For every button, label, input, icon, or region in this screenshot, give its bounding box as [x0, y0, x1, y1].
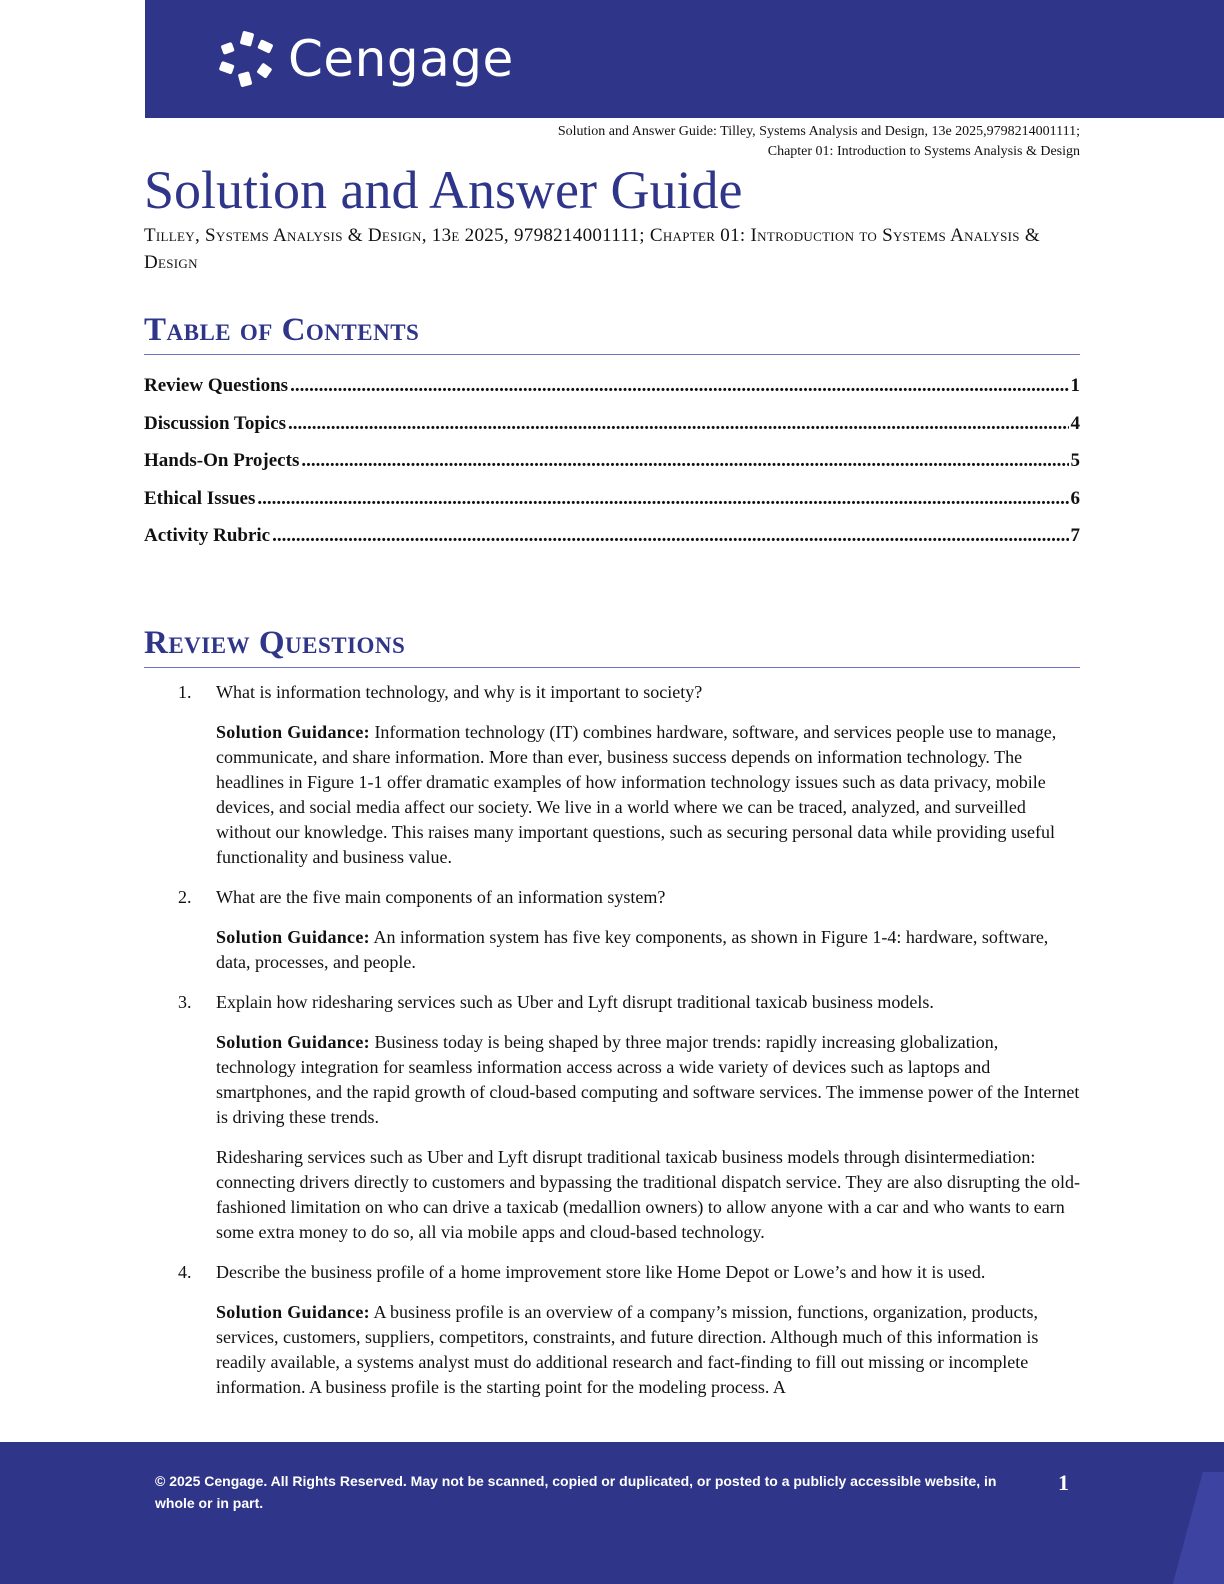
copyright-notice: © 2025 Cengage. All Rights Reserved. May not be scanned, copied or duplicated, or posted to a publicly accessible website, in whole or in part. [155, 1473, 997, 1511]
page-number: 1 [1058, 1470, 1069, 1495]
question-item [178, 1260, 1080, 1400]
question-item [178, 885, 1080, 975]
toc-leader-dots [257, 488, 1068, 510]
question-number: 2. [178, 887, 192, 907]
toc-entry-ethical-issues[interactable] [144, 488, 1080, 526]
cengage-mark-icon [218, 30, 276, 88]
table-of-contents [144, 375, 1080, 563]
page-subtitle: Tilley, Systems Analysis & Design, 13e 2025, 9798214001111; Chapter 01: Introduction to Systems Analysis & Design [144, 225, 1040, 273]
solution-guidance [216, 925, 1080, 975]
toc-entry-page: 4 [1070, 412, 1080, 434]
question-number: 1. [178, 682, 192, 702]
guidance-label: Solution Guidance: [216, 1302, 370, 1322]
toc-entry-review-questions[interactable] [144, 375, 1080, 413]
footer-decoration [1165, 1472, 1224, 1584]
running-head-line2: Chapter 01: Introduction to Systems Analysis & Design [767, 144, 1080, 159]
toc-entry-label: Review Questions [144, 375, 289, 396]
toc-leader-dots [288, 413, 1068, 435]
question-text: Describe the business profile of a home improvement store like Home Depot or Lowe’s and how it is used. [216, 1262, 986, 1282]
solution-guidance [216, 1030, 1080, 1130]
running-head [558, 122, 1080, 162]
guidance-label: Solution Guidance: [216, 1032, 370, 1052]
question-text: Explain how ridesharing services such as Uber and Lyft disrupt traditional taxicab business models. [216, 992, 934, 1012]
toc-entry-discussion-topics[interactable] [144, 413, 1080, 451]
review-questions-list [0, 680, 1224, 1415]
toc-entry-page: 6 [1070, 487, 1080, 509]
question-number: 3. [178, 992, 192, 1012]
toc-leader-dots [301, 450, 1068, 472]
guidance-text: An information system has five key components, as shown in Figure 1-4: hardware, software, data, processes, and people. [216, 927, 1049, 972]
guidance-label: Solution Guidance: [216, 927, 370, 947]
guidance-label: Solution Guidance: [216, 722, 370, 742]
toc-entry-label: Hands-On Projects [144, 450, 300, 471]
toc-entry-page: 1 [1070, 375, 1080, 396]
running-head-line1: Solution and Answer Guide: Tilley, Systems Analysis and Design, 13e 2025,9798214001111; [557, 124, 1080, 139]
page-title: Solution and Answer Guide [144, 160, 743, 220]
toc-entry-label: Ethical Issues [144, 487, 256, 509]
toc-entry-hands-on-projects[interactable] [144, 450, 1080, 488]
question-number: 4. [178, 1262, 192, 1282]
guidance-extra-paragraph: Ridesharing services such as Uber and Lyft disrupt traditional taxicab business models through disintermediation: connecting drivers directly to customers and bypassing the traditional dispatch service. They are also disrupting the old-fashioned limitation on who can drive a taxicab (medallion owners) to allow anyone with a car and who wants to earn some extra money to do so, all via mobile apps and cloud-based technology. [216, 1147, 1080, 1242]
cengage-logo [218, 30, 514, 88]
page-footer [0, 1442, 1224, 1584]
toc-entry-page: 7 [1070, 525, 1080, 546]
question-text: What is information technology, and why is it important to society? [216, 682, 703, 702]
toc-entry-page: 5 [1070, 450, 1080, 471]
logo-text: Cengage [288, 30, 514, 88]
review-questions-heading: Review Questions [144, 625, 1080, 668]
toc-heading: Table of Contents [144, 312, 1080, 355]
guidance-text: Business today is being shaped by three major trends: rapidly increasing globalization, technology integration for seamless information access across a wide variety of devices such as laptops and smartphones, and the rapid growth of cloud-based computing and software services. The immense power of the Internet is driving these trends. [216, 1032, 1080, 1127]
guidance-text: A business profile is an overview of a company’s mission, functions, organization, products, services, customers, suppliers, competitors, constraints, and future direction. Although much of this information is readily available, a systems analyst must do additional research and fact-finding to fill out missing or incomplete information. A business profile is the starting point for the modeling process. A [216, 1302, 1039, 1397]
toc-entry-label: Activity Rubric [144, 525, 271, 546]
guidance-text: Information technology (IT) combines hardware, software, and services people use to manage, communicate, and share information. More than ever, business success depends on information technology. The headlines in Figure 1-1 offer dramatic examples of how information technology issues such as data privacy, mobile devices, and social media affect our society. We live in a world where we can be traced, analyzed, and surveilled without our knowledge. This raises many important questions, such as securing personal data while providing useful functionality and business value. [216, 722, 1057, 867]
question-item [178, 990, 1080, 1245]
toc-leader-dots [272, 525, 1068, 547]
solution-guidance [216, 720, 1080, 870]
question-text: What are the five main components of an information system? [216, 887, 666, 907]
toc-leader-dots [290, 375, 1068, 397]
question-item [178, 680, 1080, 870]
toc-entry-label: Discussion Topics [144, 412, 287, 434]
toc-entry-activity-rubric[interactable] [144, 525, 1080, 563]
solution-guidance [216, 1300, 1080, 1400]
